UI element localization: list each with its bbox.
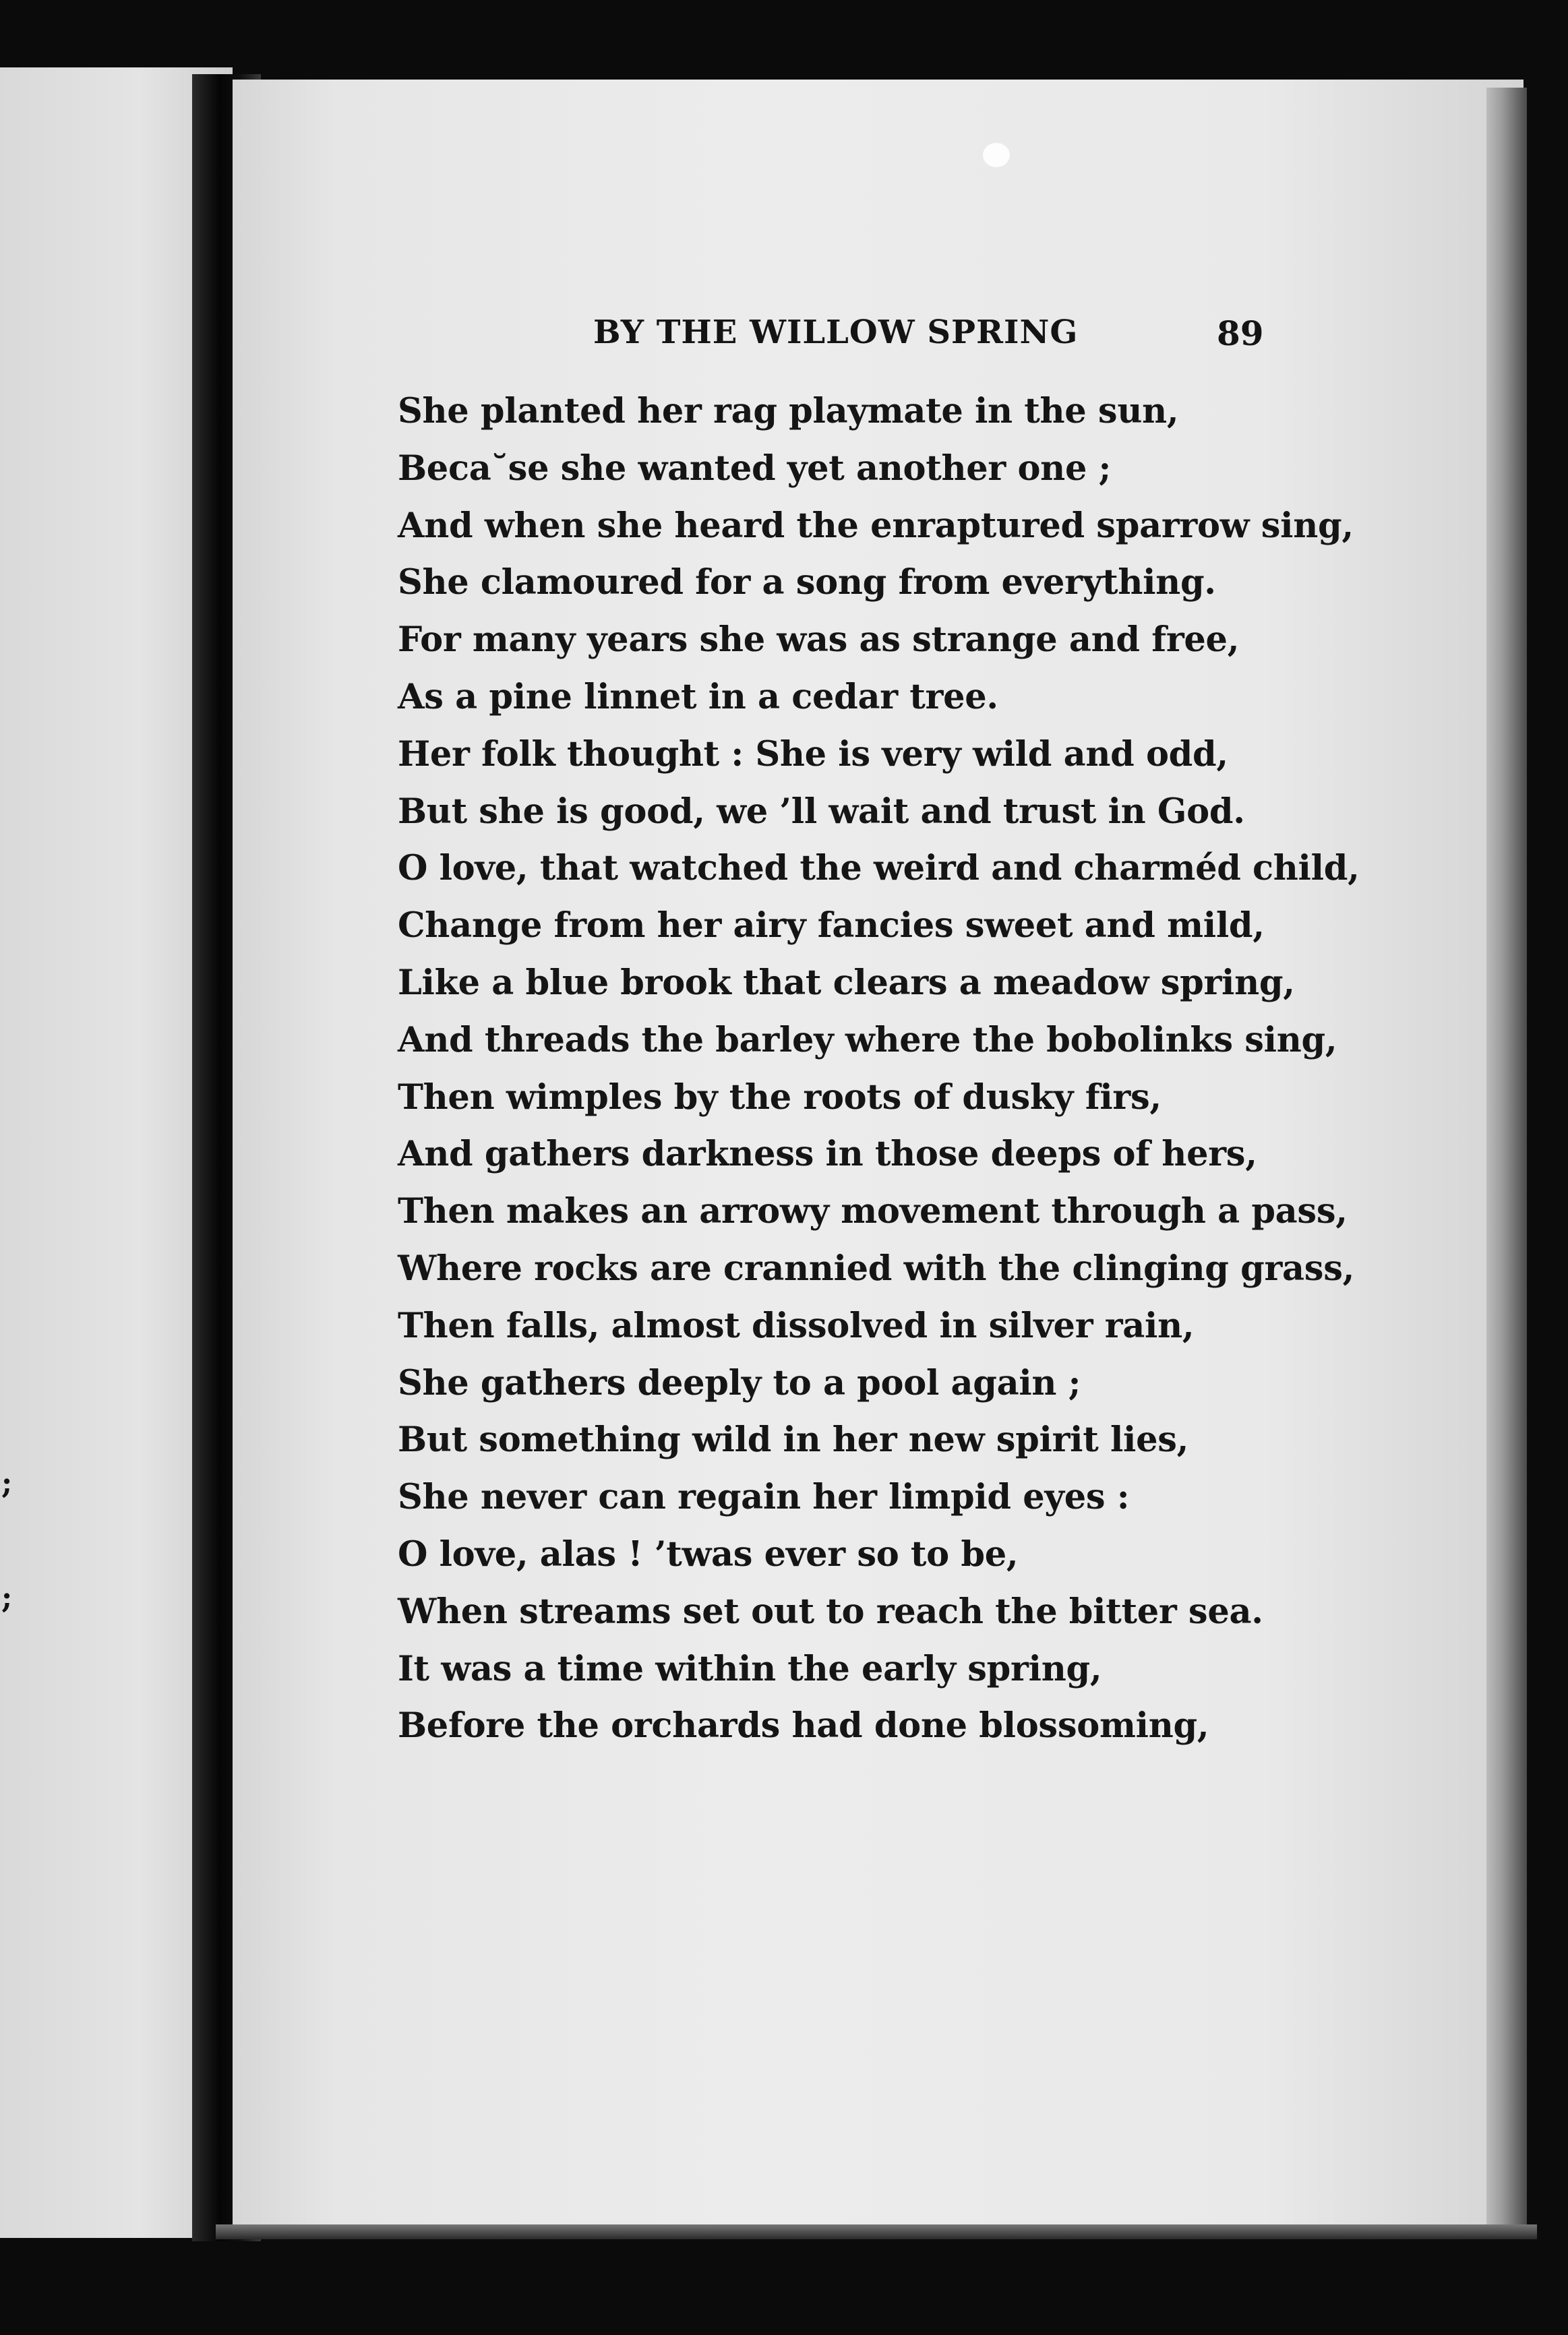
poem-line: She never can regain her limpid eyes : [398,1477,1130,1518]
poem-line: Then makes an arrowy movement through a pass, [398,1191,1348,1232]
poem-line: Like a blue brook that clears a meadow spring, [398,962,1295,1003]
poem-line: She planted her rag playmate in the sun, [398,391,1179,431]
poem-line: Before the orchards had done blossoming, [398,1705,1209,1747]
poem-line: As a pine linnet in a cedar tree. [398,676,998,717]
poem-line: It was a time within the early spring, [398,1648,1102,1689]
poem-line: She clamoured for a song from everything. [398,562,1216,603]
page-edge-shadow [1486,88,1527,2231]
poem-line: Her folk thought : She is very wild and odd, [398,733,1228,775]
poem-text [398,383,1409,1755]
poem-line: Beca˘se she wanted yet another one ; [398,448,1112,489]
poem-line: Then wimples by the roots of dusky firs, [398,1076,1162,1118]
poem-line: And threads the barley where the bobolinks sing, [398,1019,1337,1060]
poem-line: And when she heard the enraptured sparrow sing, [398,505,1354,546]
left-page-semicolon: ; [1,1581,13,1615]
poem-line: When streams set out to reach the bitter sea. [398,1591,1263,1632]
poem-line: For many years she was as strange and free, [398,619,1240,661]
left-page-semicolon: ; [1,1466,13,1500]
poem-line: O love, that watched the weird and charméd child, [398,848,1360,889]
poem-line: She gathers deeply to a pool again ; [398,1362,1081,1403]
poem-line: But something wild in her new spirit lies, [398,1420,1189,1461]
poem-line: But she is good, we ’ll wait and trust in God. [398,791,1245,832]
poem-line: Change from her airy fancies sweet and mild, [398,905,1265,946]
poem-line: Where rocks are crannied with the clinging grass, [398,1248,1355,1289]
page-bottom-edge [216,2224,1537,2239]
page-number: 89 [1217,313,1264,353]
poem-line: O love, alas ! ’twas ever so to be, [398,1534,1019,1575]
poem-line: And gathers darkness in those deeps of hers, [398,1134,1257,1175]
running-head: BY THE WILLOW SPRING [593,313,1079,351]
poem-line: Then falls, almost dissolved in silver rain, [398,1305,1195,1346]
paper-speck [983,143,1010,167]
